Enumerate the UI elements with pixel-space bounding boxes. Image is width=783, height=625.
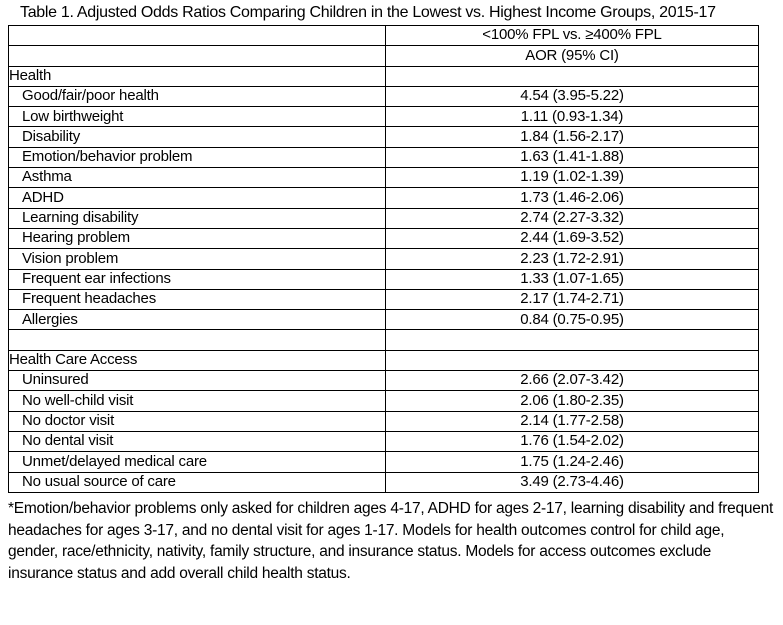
row-value-cell: 1.11 (0.93-1.34) — [386, 107, 759, 127]
row-value-cell: 2.44 (1.69-3.52) — [386, 228, 759, 248]
table-row — [9, 208, 759, 228]
footnote: *Emotion/behavior problems only asked for children ages 4-17, ADHD for ages 2-17, learning disability and frequent headaches for ages 3-17, and no dental visit for ages 1-17. Models for health outcomes control for child age, gender, race/ethnicity, nativity, family structure, and insurance status. Models for access outcomes exclude insurance status and add overall child health status. — [8, 499, 774, 582]
table-row — [9, 168, 759, 188]
table-row — [9, 86, 759, 106]
section-row-health — [9, 66, 759, 86]
row-value-cell: 1.75 (1.24-2.46) — [386, 452, 759, 472]
table-row — [9, 188, 759, 208]
row-value-cell: 4.54 (3.95-5.22) — [386, 86, 759, 106]
row-value-cell: 1.76 (1.54-2.02) — [386, 431, 759, 451]
row-value-cell: 1.84 (1.56-2.17) — [386, 127, 759, 147]
row-value-cell: 0.84 (0.75-0.95) — [386, 310, 759, 330]
row-label-cell: ADHD — [9, 188, 386, 208]
table-row — [9, 472, 759, 492]
table-row — [9, 249, 759, 269]
header-row-comparison — [9, 26, 759, 46]
table-row — [9, 310, 759, 330]
header-label-cell — [9, 46, 386, 66]
row-label-cell: Hearing problem — [9, 228, 386, 248]
row-label-cell: No well-child visit — [9, 391, 386, 411]
row-label-cell: Good/fair/poor health — [9, 86, 386, 106]
row-label-cell: No dental visit — [9, 431, 386, 451]
row-label-cell: Uninsured — [9, 371, 386, 391]
spacer-label-cell — [9, 330, 386, 350]
table-row — [9, 147, 759, 167]
table-row — [9, 289, 759, 309]
row-label-cell: No doctor visit — [9, 411, 386, 431]
row-value-cell: 2.17 (1.74-2.71) — [386, 289, 759, 309]
row-value-cell: 3.49 (2.73-4.46) — [386, 472, 759, 492]
table-row — [9, 431, 759, 451]
row-value-cell: 2.66 (2.07-3.42) — [386, 371, 759, 391]
aor-table — [8, 25, 759, 493]
row-label-cell: Low birthweight — [9, 107, 386, 127]
row-label-cell: Frequent ear infections — [9, 269, 386, 289]
row-label-cell: Learning disability — [9, 208, 386, 228]
section-label-cell: Health — [9, 66, 386, 86]
row-value-cell: 2.06 (1.80-2.35) — [386, 391, 759, 411]
table-row — [9, 411, 759, 431]
row-label-cell: Allergies — [9, 310, 386, 330]
row-label-cell: Asthma — [9, 168, 386, 188]
row-value-cell: 1.73 (1.46-2.06) — [386, 188, 759, 208]
header-comparison-cell: <100% FPL vs. ≥400% FPL — [386, 26, 759, 46]
row-label-cell: Emotion/behavior problem — [9, 147, 386, 167]
section-value-cell — [386, 350, 759, 370]
row-label-cell: No usual source of care — [9, 472, 386, 492]
spacer-row — [9, 330, 759, 350]
row-label-cell: Disability — [9, 127, 386, 147]
row-label-cell: Frequent headaches — [9, 289, 386, 309]
section-value-cell — [386, 66, 759, 86]
row-label-cell: Vision problem — [9, 249, 386, 269]
table-row — [9, 107, 759, 127]
header-measure-cell: AOR (95% CI) — [386, 46, 759, 66]
row-value-cell: 1.63 (1.41-1.88) — [386, 147, 759, 167]
table-row — [9, 269, 759, 289]
table-row — [9, 452, 759, 472]
row-value-cell: 1.33 (1.07-1.65) — [386, 269, 759, 289]
table-row — [9, 371, 759, 391]
section-label-cell: Health Care Access — [9, 350, 386, 370]
row-value-cell: 1.19 (1.02-1.39) — [386, 168, 759, 188]
row-value-cell: 2.23 (1.72-2.91) — [386, 249, 759, 269]
table-title: Table 1. Adjusted Odds Ratios Comparing Children in the Lowest vs. Highest Income Groups, 2015-17 — [20, 4, 716, 21]
header-label-cell — [9, 26, 386, 46]
header-row-measure — [9, 46, 759, 66]
table-row — [9, 391, 759, 411]
section-row-health-care-access — [9, 350, 759, 370]
row-value-cell: 2.14 (1.77-2.58) — [386, 411, 759, 431]
table-row — [9, 228, 759, 248]
row-label-cell: Unmet/delayed medical care — [9, 452, 386, 472]
row-value-cell: 2.74 (2.27-3.32) — [386, 208, 759, 228]
spacer-value-cell — [386, 330, 759, 350]
table-row — [9, 127, 759, 147]
